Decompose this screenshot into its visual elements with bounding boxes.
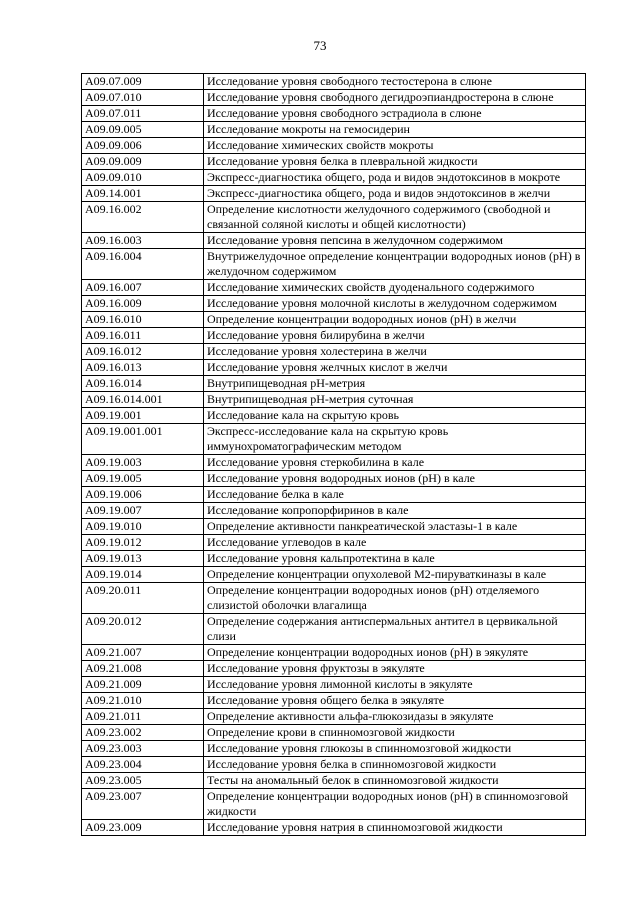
table-row xyxy=(82,471,586,487)
service-code: A09.23.005 xyxy=(82,773,204,789)
table-row xyxy=(82,170,586,186)
service-name: Исследование белка в кале xyxy=(204,487,586,503)
table-row xyxy=(82,328,586,344)
service-code: A09.09.009 xyxy=(82,154,204,170)
table-row xyxy=(82,249,586,280)
service-code: A09.19.001.001 xyxy=(82,424,204,455)
service-name: Исследование уровня водородных ионов (pH) в кале xyxy=(204,471,586,487)
service-code: A09.23.002 xyxy=(82,725,204,741)
service-name: Исследование уровня глюкозы в спинномозговой жидкости xyxy=(204,741,586,757)
service-code: A09.19.003 xyxy=(82,455,204,471)
table-row xyxy=(82,757,586,773)
service-code: A09.09.005 xyxy=(82,122,204,138)
table-row xyxy=(82,583,586,614)
service-code: A09.21.011 xyxy=(82,709,204,725)
service-name: Исследование кала на скрытую кровь xyxy=(204,408,586,424)
service-name: Определение содержания антиспермальных антител в цервикальной слизи xyxy=(204,614,586,645)
service-code: A09.20.011 xyxy=(82,583,204,614)
table-row xyxy=(82,74,586,90)
service-name: Исследование уровня молочной кислоты в желудочном содержимом xyxy=(204,296,586,312)
table-row xyxy=(82,154,586,170)
service-code: A09.20.012 xyxy=(82,614,204,645)
service-name: Исследование химических свойств дуоденального содержимого xyxy=(204,280,586,296)
service-name: Исследование углеводов в кале xyxy=(204,535,586,551)
table-row xyxy=(82,344,586,360)
service-code: A09.07.009 xyxy=(82,74,204,90)
service-code: A09.19.012 xyxy=(82,535,204,551)
table-row xyxy=(82,106,586,122)
service-code: A09.16.011 xyxy=(82,328,204,344)
service-name: Определение активности альфа-глюкозидазы в эякуляте xyxy=(204,709,586,725)
table-row xyxy=(82,408,586,424)
table-row xyxy=(82,773,586,789)
table-row xyxy=(82,725,586,741)
service-name: Внутрипищеводная pH-метрия суточная xyxy=(204,392,586,408)
service-code: A09.19.010 xyxy=(82,519,204,535)
service-name: Исследование уровня белка в плевральной жидкости xyxy=(204,154,586,170)
service-code: A09.16.014.001 xyxy=(82,392,204,408)
service-code: A09.16.003 xyxy=(82,233,204,249)
service-code: A09.16.002 xyxy=(82,202,204,233)
service-name: Исследование уровня желчных кислот в желчи xyxy=(204,360,586,376)
service-code: A09.16.004 xyxy=(82,249,204,280)
table-row xyxy=(82,202,586,233)
service-code: A09.19.005 xyxy=(82,471,204,487)
service-name: Исследование уровня билирубина в желчи xyxy=(204,328,586,344)
service-code: A09.21.010 xyxy=(82,693,204,709)
service-code: A09.19.014 xyxy=(82,567,204,583)
service-code: A09.16.013 xyxy=(82,360,204,376)
service-name: Определение концентрации водородных ионов (pH) в эякуляте xyxy=(204,645,586,661)
table-row xyxy=(82,296,586,312)
service-code: A09.21.009 xyxy=(82,677,204,693)
service-name: Исследование уровня натрия в спинномозговой жидкости xyxy=(204,820,586,836)
service-code: A09.16.010 xyxy=(82,312,204,328)
service-name: Внутрижелудочное определение концентрации водородных ионов (pH) в желудочном содержимом xyxy=(204,249,586,280)
table-row xyxy=(82,360,586,376)
service-code: A09.16.014 xyxy=(82,376,204,392)
table-row xyxy=(82,312,586,328)
table-row xyxy=(82,741,586,757)
service-name: Определение активности панкреатической эластазы-1 в кале xyxy=(204,519,586,535)
service-name: Определение концентрации водородных ионов (pH) в спинномозговой жидкости xyxy=(204,789,586,820)
table-row xyxy=(82,233,586,249)
service-name: Исследование копропорфиринов в кале xyxy=(204,503,586,519)
service-name: Исследование уровня свободного эстрадиола в слюне xyxy=(204,106,586,122)
service-name: Исследование химических свойств мокроты xyxy=(204,138,586,154)
service-code: A09.09.010 xyxy=(82,170,204,186)
service-code: A09.23.007 xyxy=(82,789,204,820)
service-code: A09.23.009 xyxy=(82,820,204,836)
table-row xyxy=(82,661,586,677)
service-code: A09.23.003 xyxy=(82,741,204,757)
service-name: Исследование уровня общего белка в эякуляте xyxy=(204,693,586,709)
service-name: Внутрипищеводная pH-метрия xyxy=(204,376,586,392)
table-row xyxy=(82,709,586,725)
service-code: A09.19.006 xyxy=(82,487,204,503)
service-name: Экспресс-диагностика общего, рода и видов эндотоксинов в желчи xyxy=(204,186,586,202)
table-row xyxy=(82,376,586,392)
service-name: Определение кислотности желудочного содержимого (свободной и связанной соляной кислоты и общей кислотности) xyxy=(204,202,586,233)
service-code: A09.07.010 xyxy=(82,90,204,106)
table-row xyxy=(82,138,586,154)
service-name: Исследование уровня свободного тестостерона в слюне xyxy=(204,74,586,90)
service-code: A09.14.001 xyxy=(82,186,204,202)
table-body xyxy=(82,74,586,836)
table-row xyxy=(82,487,586,503)
page-number: 73 xyxy=(313,38,327,53)
service-name: Исследование уровня холестерина в желчи xyxy=(204,344,586,360)
table-row xyxy=(82,392,586,408)
table-row xyxy=(82,519,586,535)
service-code: A09.16.012 xyxy=(82,344,204,360)
table-row xyxy=(82,693,586,709)
service-code: A09.21.007 xyxy=(82,645,204,661)
service-name: Определение концентрации водородных ионов (pH) отделяемого слизистой оболочки влагалища xyxy=(204,583,586,614)
service-name: Определение концентрации опухолевой M2-пируваткиназы в кале xyxy=(204,567,586,583)
service-name: Исследование мокроты на гемосидерин xyxy=(204,122,586,138)
service-code: A09.16.007 xyxy=(82,280,204,296)
table-row xyxy=(82,677,586,693)
table-row xyxy=(82,645,586,661)
service-code: A09.19.001 xyxy=(82,408,204,424)
table-row xyxy=(82,551,586,567)
service-code: A09.09.006 xyxy=(82,138,204,154)
service-name: Исследование уровня кальпротектина в кале xyxy=(204,551,586,567)
table-row xyxy=(82,503,586,519)
service-name: Исследование уровня свободного дегидроэпиандростерона в слюне xyxy=(204,90,586,106)
services-table xyxy=(81,73,586,836)
service-code: A09.19.013 xyxy=(82,551,204,567)
table-row xyxy=(82,455,586,471)
service-code: A09.21.008 xyxy=(82,661,204,677)
service-name: Исследование уровня белка в спинномозговой жидкости xyxy=(204,757,586,773)
table-row xyxy=(82,280,586,296)
service-name: Экспресс-исследование кала на скрытую кровь иммунохроматографическим методом xyxy=(204,424,586,455)
service-name: Определение концентрации водородных ионов (pH) в желчи xyxy=(204,312,586,328)
table-row xyxy=(82,122,586,138)
table-row xyxy=(82,789,586,820)
table-row xyxy=(82,535,586,551)
table-row xyxy=(82,90,586,106)
table-row xyxy=(82,186,586,202)
table-row xyxy=(82,614,586,645)
service-name: Тесты на аномальный белок в спинномозговой жидкости xyxy=(204,773,586,789)
service-code: A09.23.004 xyxy=(82,757,204,773)
service-name: Исследование уровня фруктозы в эякуляте xyxy=(204,661,586,677)
service-code: A09.16.009 xyxy=(82,296,204,312)
table-row xyxy=(82,820,586,836)
service-code: A09.07.011 xyxy=(82,106,204,122)
table-row xyxy=(82,567,586,583)
service-name: Исследование уровня пепсина в желудочном содержимом xyxy=(204,233,586,249)
service-name: Исследование уровня лимонной кислоты в эякуляте xyxy=(204,677,586,693)
table-row xyxy=(82,424,586,455)
service-name: Исследование уровня стеркобилина в кале xyxy=(204,455,586,471)
service-name: Определение крови в спинномозговой жидкости xyxy=(204,725,586,741)
service-name: Экспресс-диагностика общего, рода и видов эндотоксинов в мокроте xyxy=(204,170,586,186)
service-code: A09.19.007 xyxy=(82,503,204,519)
